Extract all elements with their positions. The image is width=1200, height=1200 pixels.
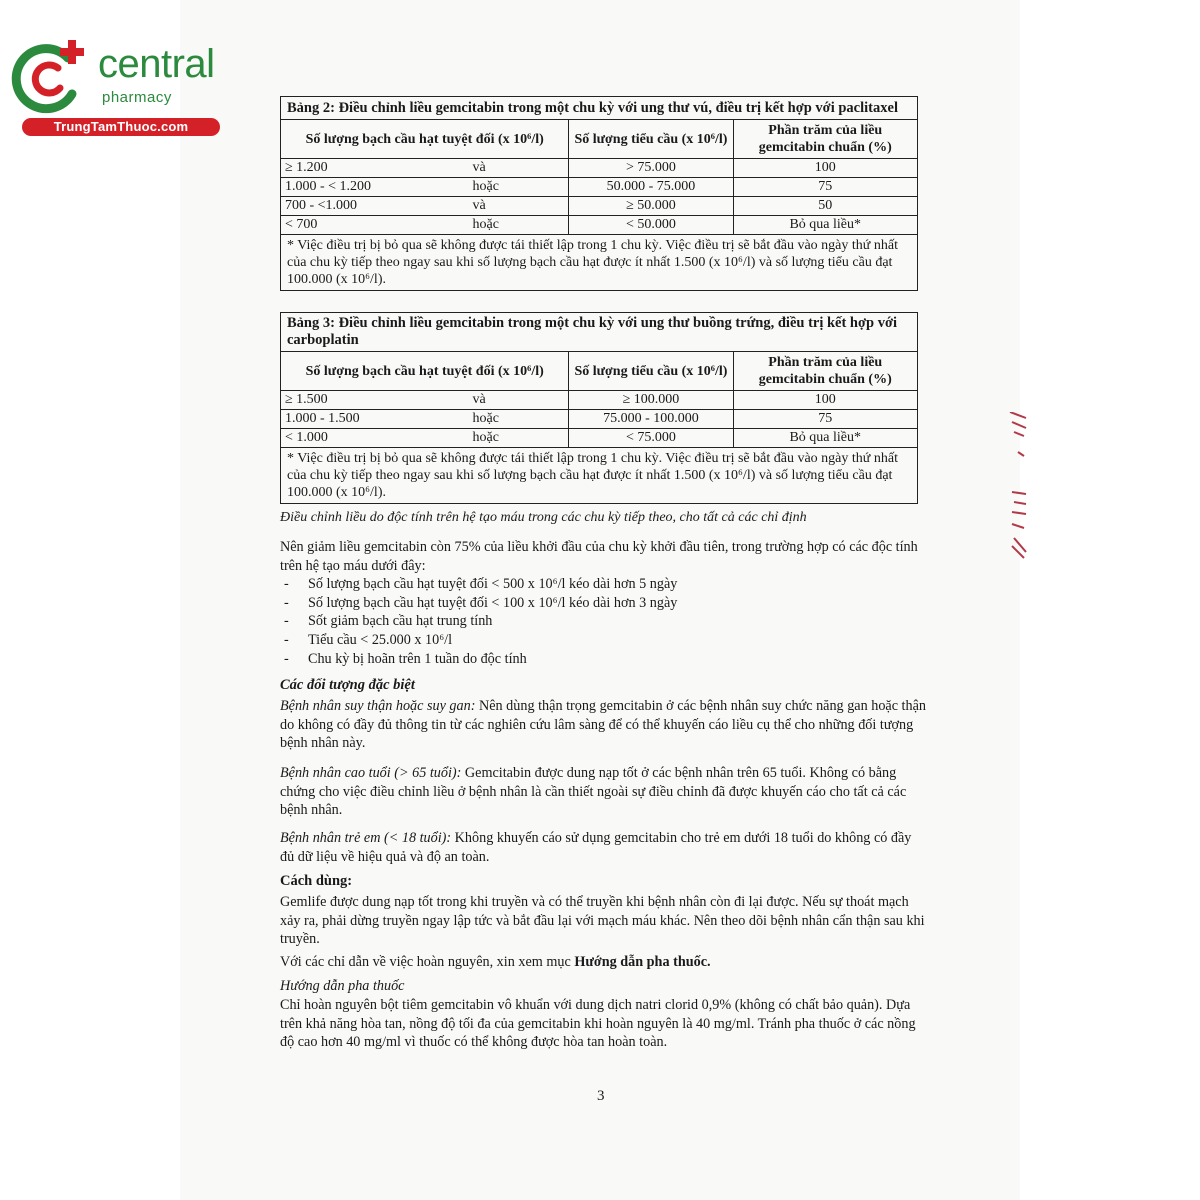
- logo-brand-text: central: [98, 42, 215, 86]
- cell-anc: 700 - <1.000: [281, 197, 469, 216]
- prep-heading: Hướng dẫn pha thuốc: [280, 978, 405, 994]
- table-footnote: * Việc điều trị bị bỏ qua sẽ không được tái thiết lập trong 1 chu kỳ. Việc điều trị sẽ bắt đầu vào ngày thứ nhất của chu kỳ tiếp theo ngay sau khi số lượng bạch cầu hạt được ít nhất 1.500 (x 10⁶/l) và số lượng tiểu cầu đạt 100.000 (x 10⁶/l).: [281, 235, 918, 291]
- usage-ref-text: Với các chỉ dẫn về việc hoàn nguyên, xin xem mục: [280, 954, 575, 970]
- cell-platelets: < 50.000: [569, 216, 733, 235]
- logo-sub-text: pharmacy: [102, 89, 172, 106]
- pharmacy-cross-logo-icon: [10, 38, 90, 114]
- table-row: [281, 429, 918, 448]
- cell-platelets: ≥ 100.000: [569, 391, 733, 410]
- table-caption: Bảng 2: Điều chỉnh liều gemcitabin trong một chu kỳ với ung thư vú, điều trị kết hợp với paclitaxel: [281, 97, 918, 120]
- list-item: - Chu kỳ bị hoãn trên 1 tuần do độc tính: [284, 650, 677, 669]
- usage-reference: [280, 953, 926, 972]
- cell-conj: hoặc: [469, 216, 569, 235]
- header-anc: Số lượng bạch cầu hạt tuyệt đối (x 10⁶/l): [281, 120, 569, 159]
- cell-anc: ≥ 1.500: [281, 391, 469, 410]
- children-label: Bệnh nhân trẻ em (< 18 tuổi):: [280, 830, 452, 846]
- page-number: 3: [597, 1088, 605, 1104]
- header-anc: Số lượng bạch cầu hạt tuyệt đối (x 10⁶/l): [281, 352, 569, 391]
- cell-platelets: 50.000 - 75.000: [569, 178, 733, 197]
- logo-site-badge: TrungTamThuoc.com: [22, 118, 220, 136]
- table-row: [281, 178, 918, 197]
- renal-label: Bệnh nhân suy thận hoặc suy gan:: [280, 698, 476, 714]
- cell-platelets: ≥ 50.000: [569, 197, 733, 216]
- table-row: [281, 159, 918, 178]
- cell-conj: hoặc: [469, 178, 569, 197]
- dose-table-ovarian: [280, 312, 918, 504]
- cell-percent: Bỏ qua liều*: [733, 216, 918, 235]
- reduce-intro: Nên giảm liều gemcitabin còn 75% của liều khởi đầu của chu kỳ khởi đầu tiên, trong trường hợp có các độc tính trên hệ tạo máu dưới đây:: [280, 539, 918, 574]
- children-paragraph: [280, 829, 926, 866]
- table-row: [281, 391, 918, 410]
- header-platelets: Số lượng tiểu cầu (x 10⁶/l): [569, 120, 733, 159]
- cell-percent: 50: [733, 197, 918, 216]
- cell-percent: Bỏ qua liều*: [733, 429, 918, 448]
- header-platelets: Số lượng tiểu cầu (x 10⁶/l): [569, 352, 733, 391]
- toxicity-list: [284, 575, 677, 669]
- children-text: Không khuyến cáo sử dụng gemcitabin cho trẻ em dưới 18 tuổi do không có đầy đủ dữ liệu về hiệu quả và độ an toàn.: [280, 830, 912, 865]
- renal-text: Nên dùng thận trọng gemcitabin ở các bệnh nhân suy chức năng gan hoặc thận do không có đầy đủ thông tin từ các nghiên cứu lâm sàng để có thể khuyến cáo liều cụ thể cho những đối tượng bệnh nhân này.: [280, 698, 926, 751]
- cell-anc: < 1.000: [281, 429, 469, 448]
- usage-heading: Cách dùng:: [280, 873, 353, 889]
- cell-anc: 1.000 - 1.500: [281, 410, 469, 429]
- list-item: - Tiểu cầu < 25.000 x 10⁶/l: [284, 631, 677, 650]
- usage-ref-link: Hướng dẫn pha thuốc.: [574, 954, 711, 970]
- cell-percent: 100: [733, 159, 918, 178]
- cell-conj: và: [469, 159, 569, 178]
- cell-anc: < 700: [281, 216, 469, 235]
- table-row: [281, 216, 918, 235]
- prep-text: Chỉ hoàn nguyên bột tiêm gemcitabin vô khuẩn với dung dịch natri clorid 0,9% (không có chất bảo quản). Dựa trên khả năng hòa tan, nồng độ tối đa của gemcitabin khi hoàn nguyên là 40 mg/ml. Tránh pha thuốc ở các nồng độ cao hơn 40 mg/ml vì thuốc có thể không được hòa tan hoàn toàn.: [280, 997, 916, 1050]
- table-row: [281, 197, 918, 216]
- cell-platelets: < 75.000: [569, 429, 733, 448]
- stamp-fragment-icon: [1008, 412, 1028, 562]
- table-caption: Bảng 3: Điều chỉnh liều gemcitabin trong một chu kỳ với ung thư buồng trứng, điều trị kết hợp với carboplatin: [281, 313, 918, 352]
- cell-conj: hoặc: [469, 429, 569, 448]
- table-footnote: * Việc điều trị bị bỏ qua sẽ không được tái thiết lập trong 1 chu kỳ. Việc điều trị sẽ bắt đầu vào ngày thứ nhất của chu kỳ tiếp theo ngay sau khi số lượng bạch cầu hạt được ít nhất 1.500 (x 10⁶/l) và số lượng tiểu cầu đạt 100.000 (x 10⁶/l).: [281, 448, 918, 504]
- list-item: - Số lượng bạch cầu hạt tuyệt đối < 100 x 10⁶/l kéo dài hơn 3 ngày: [284, 594, 677, 613]
- cell-anc: ≥ 1.200: [281, 159, 469, 178]
- cell-conj: và: [469, 391, 569, 410]
- elderly-label: Bệnh nhân cao tuổi (> 65 tuổi):: [280, 765, 462, 781]
- elderly-text: Gemcitabin được dung nạp tốt ở các bệnh nhân trên 65 tuổi. Không có bằng chứng cho việc điều chỉnh liều ở bệnh nhân là cần thiết ngoài sự điều chỉnh đã được khuyến cáo cho tất cả các bệnh nhân.: [280, 765, 907, 818]
- subsequent-cycles-note: Điều chỉnh liều do độc tính trên hệ tạo máu trong các chu kỳ tiếp theo, cho tất cả các chỉ định: [280, 510, 807, 525]
- dose-table-breast: [280, 96, 918, 291]
- special-populations-heading: Các đối tượng đặc biệt: [280, 677, 415, 693]
- central-pharmacy-logo[interactable]: [10, 36, 215, 136]
- cell-anc: 1.000 - < 1.200: [281, 178, 469, 197]
- cell-percent: 75: [733, 410, 918, 429]
- cell-conj: và: [469, 197, 569, 216]
- cell-platelets: > 75.000: [569, 159, 733, 178]
- usage-text: Gemlife được dung nạp tốt trong khi truyền và có thể truyền khi bệnh nhân còn đi lại được. Nếu sự thoát mạch xảy ra, phải dừng truyền ngay lập tức và bắt đầu lại với mạch máu khác. Nên theo dõi bệnh nhân cẩn thận sau khi truyền.: [280, 894, 925, 947]
- cell-conj: hoặc: [469, 410, 569, 429]
- cell-percent: 100: [733, 391, 918, 410]
- elderly-paragraph: [280, 764, 926, 820]
- table-row: [281, 410, 918, 429]
- header-dose-percent: Phần trăm của liều gemcitabin chuẩn (%): [733, 120, 918, 159]
- header-dose-percent: Phần trăm của liều gemcitabin chuẩn (%): [733, 352, 918, 391]
- cell-percent: 75: [733, 178, 918, 197]
- list-item: - Số lượng bạch cầu hạt tuyệt đối < 500 x 10⁶/l kéo dài hơn 5 ngày: [284, 575, 677, 594]
- list-item: - Sốt giảm bạch cầu hạt trung tính: [284, 612, 677, 631]
- cell-platelets: 75.000 - 100.000: [569, 410, 733, 429]
- renal-hepatic-paragraph: [280, 697, 926, 753]
